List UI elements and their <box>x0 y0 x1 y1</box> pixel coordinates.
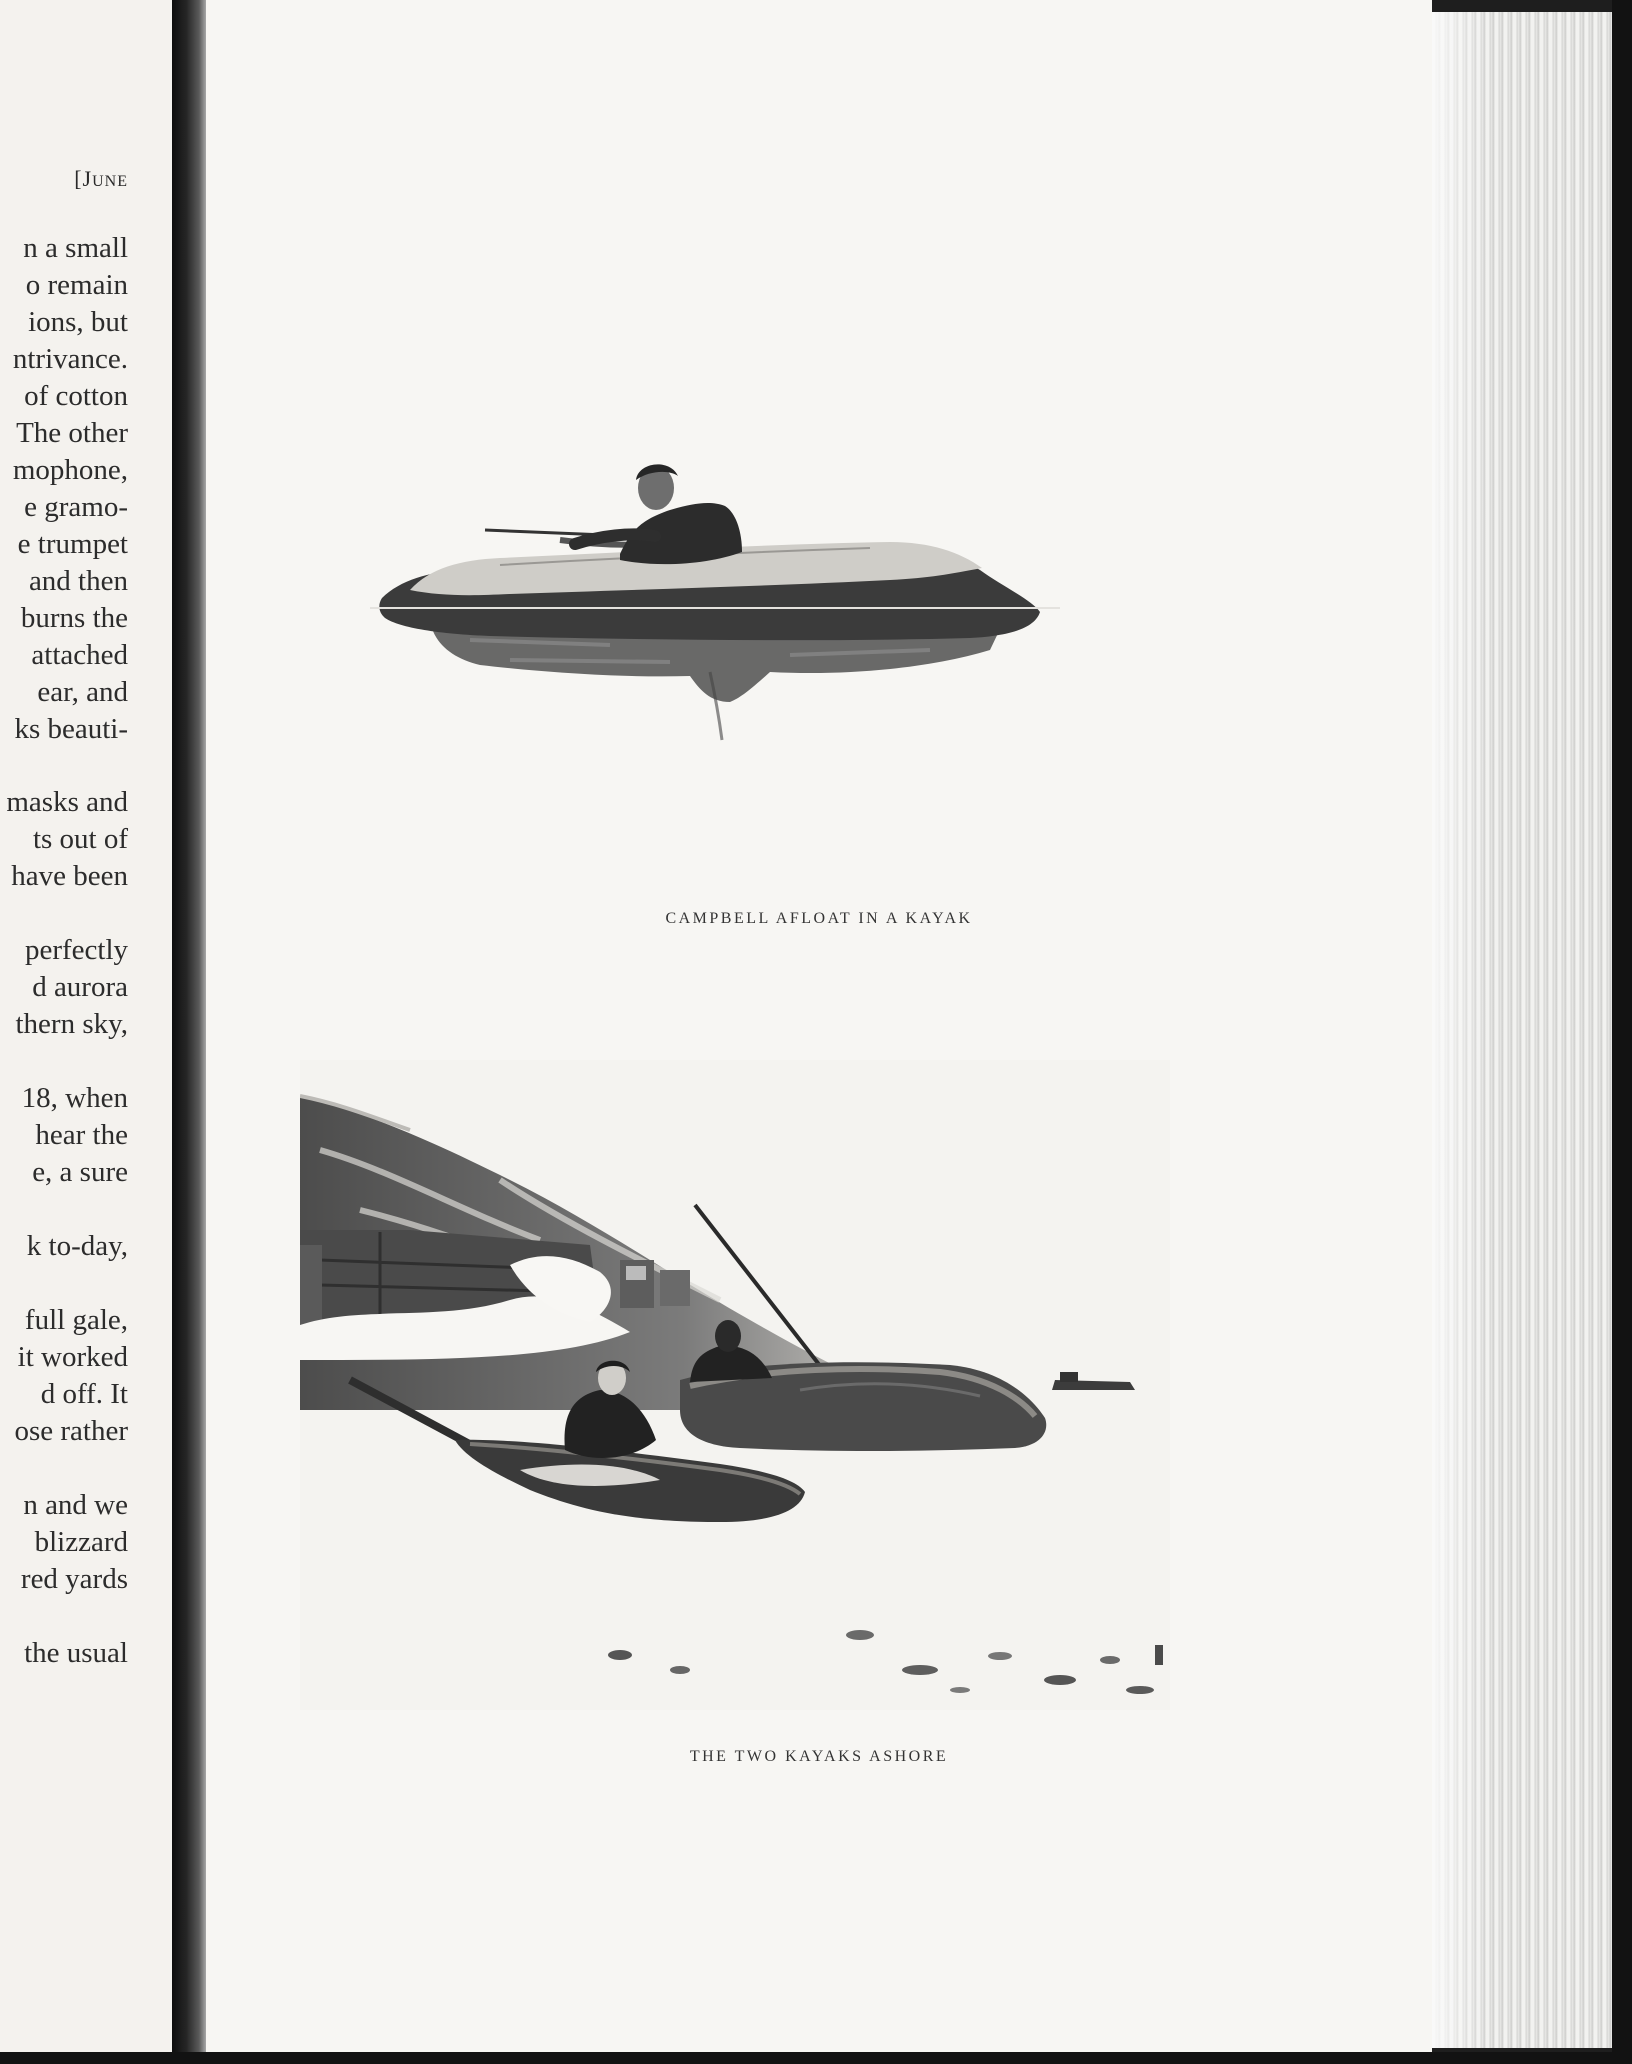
text-line: n and we <box>23 1489 128 1521</box>
text-line: full gale, <box>24 1304 128 1336</box>
text-line: the usual <box>24 1637 128 1669</box>
text-line: ose rather <box>14 1415 128 1447</box>
text-line: perfectly <box>24 934 128 966</box>
text-line: thern sky, <box>15 1008 128 1040</box>
right-page <box>206 0 1432 2052</box>
text-line: 18, when <box>21 1082 128 1114</box>
kayak-afloat-photo <box>370 440 1060 760</box>
text-line: and then <box>28 565 128 597</box>
text-line: e trumpet <box>17 528 128 560</box>
text-line: blizzard <box>34 1526 128 1558</box>
scan-border <box>0 2052 1632 2064</box>
text-line: n a small <box>23 232 128 264</box>
text-line: ntrivance. <box>12 343 128 375</box>
kayaks-ashore-photo <box>300 1060 1170 1710</box>
text-line: ks beauti- <box>14 713 128 745</box>
text-line: have been <box>11 860 128 892</box>
text-line: burns the <box>20 602 128 634</box>
page-block-fore-edge <box>1432 12 1622 2048</box>
figure-caption: CAMPBELL AFLOAT IN A KAYAK <box>665 910 973 927</box>
text-line: k to-day, <box>26 1230 128 1262</box>
running-head-rest: UNE <box>92 173 128 190</box>
left-page-text <box>0 0 128 2052</box>
text-line: d off. It <box>40 1378 128 1410</box>
text-line: mophone, <box>12 454 128 486</box>
text-line: ions, but <box>28 306 128 338</box>
left-page <box>0 0 172 2052</box>
text-line: d aurora <box>32 971 128 1003</box>
text-line: e gramo- <box>24 491 128 523</box>
text-line: of cotton <box>24 380 128 412</box>
figure-caption: THE TWO KAYAKS ASHORE <box>689 1748 949 1765</box>
text-line: hear the <box>35 1119 128 1151</box>
text-line: red yards <box>20 1563 128 1595</box>
text-line: masks and <box>6 786 128 818</box>
book-cover-edge <box>1612 0 1632 2064</box>
text-line: e, a sure <box>32 1156 128 1188</box>
text-line: ear, and <box>37 676 128 708</box>
running-head-bracket: [ <box>74 166 83 191</box>
text-line: attached <box>31 639 128 671</box>
text-line: ts out of <box>32 823 128 855</box>
running-head-initial: J <box>82 166 93 191</box>
text-line: o remain <box>25 269 128 301</box>
text-line: The other <box>16 417 128 449</box>
book-gutter <box>172 0 208 2064</box>
text-line: it worked <box>17 1341 128 1373</box>
